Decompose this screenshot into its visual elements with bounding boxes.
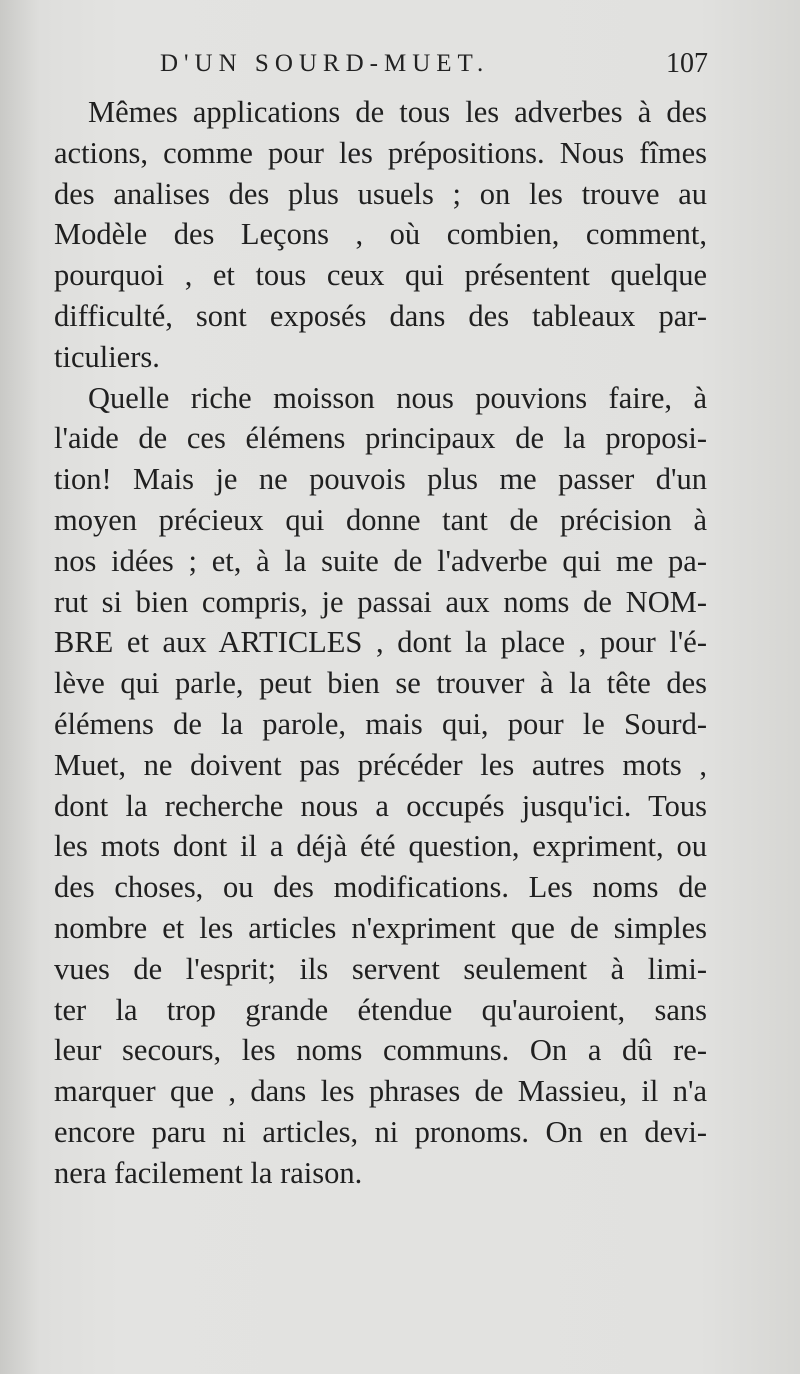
text-line: Quelle riche moisson nous pouvions faire, à <box>88 380 707 415</box>
text-line: difficulté, sont exposés dans des tableaux par- <box>54 298 707 333</box>
text-line: moyen précieux qui donne tant de précision à <box>54 502 707 537</box>
text-line: actions, comme pour les prépositions. Nous fîmes <box>54 135 707 170</box>
text-line: vues de l'esprit; ils servent seulement à limi- <box>54 951 707 986</box>
page-number: 107 <box>666 48 708 79</box>
text-line: BRE et aux ARTICLES , dont la place , pour l'é- <box>54 625 707 660</box>
text-line: marquer que , dans les phrases de Massieu, il n'a <box>54 1074 707 1109</box>
text-line: nombre et les articles n'expriment que de simples <box>54 910 707 945</box>
text-line: nera facilement la raison. <box>54 1155 363 1190</box>
text-line: tion! Mais je ne pouvois plus me passer d'un <box>54 462 707 497</box>
text-line: élémens de la parole, mais qui, pour le Sourd- <box>54 706 707 741</box>
body-text <box>54 92 707 1194</box>
text-line: pourquoi , et tous ceux qui présentent quelque <box>54 258 707 293</box>
text-line: Mêmes applications de tous les adverbes à des <box>88 95 707 129</box>
paragraph-1 <box>54 92 707 378</box>
text-line: Muet, ne doivent pas précéder les autres mots , <box>54 747 707 782</box>
text-line: encore paru ni articles, ni pronoms. On en devi- <box>54 1114 707 1149</box>
text-line: des choses, ou des modifications. Les noms de <box>54 870 707 905</box>
text-line: ter la trop grande étendue qu'auroient, sans <box>54 992 707 1027</box>
text-line: ticuliers. <box>54 339 160 374</box>
text-line: lève qui parle, peut bien se trouver à la tête des <box>54 666 707 701</box>
text-line: Modèle des Leçons , où combien, comment, <box>54 217 707 252</box>
text-line: rut si bien compris, je passai aux noms de NOM- <box>54 584 707 619</box>
paragraph-2 <box>54 378 707 1194</box>
text-line: l'aide de ces élémens principaux de la proposi- <box>54 421 707 456</box>
text-line: les mots dont il a déjà été question, expriment, ou <box>54 829 707 864</box>
text-line: des analises des plus usuels ; on les trouve au <box>54 176 707 211</box>
running-head: D'UN SOURD-MUET. <box>160 50 490 77</box>
text-line: nos idées ; et, à la suite de l'adverbe qui me pa- <box>54 543 707 578</box>
text-line: dont la recherche nous a occupés jusqu'ici. Tous <box>54 788 707 823</box>
text-line: leur secours, les noms communs. On a dû re- <box>54 1033 707 1068</box>
